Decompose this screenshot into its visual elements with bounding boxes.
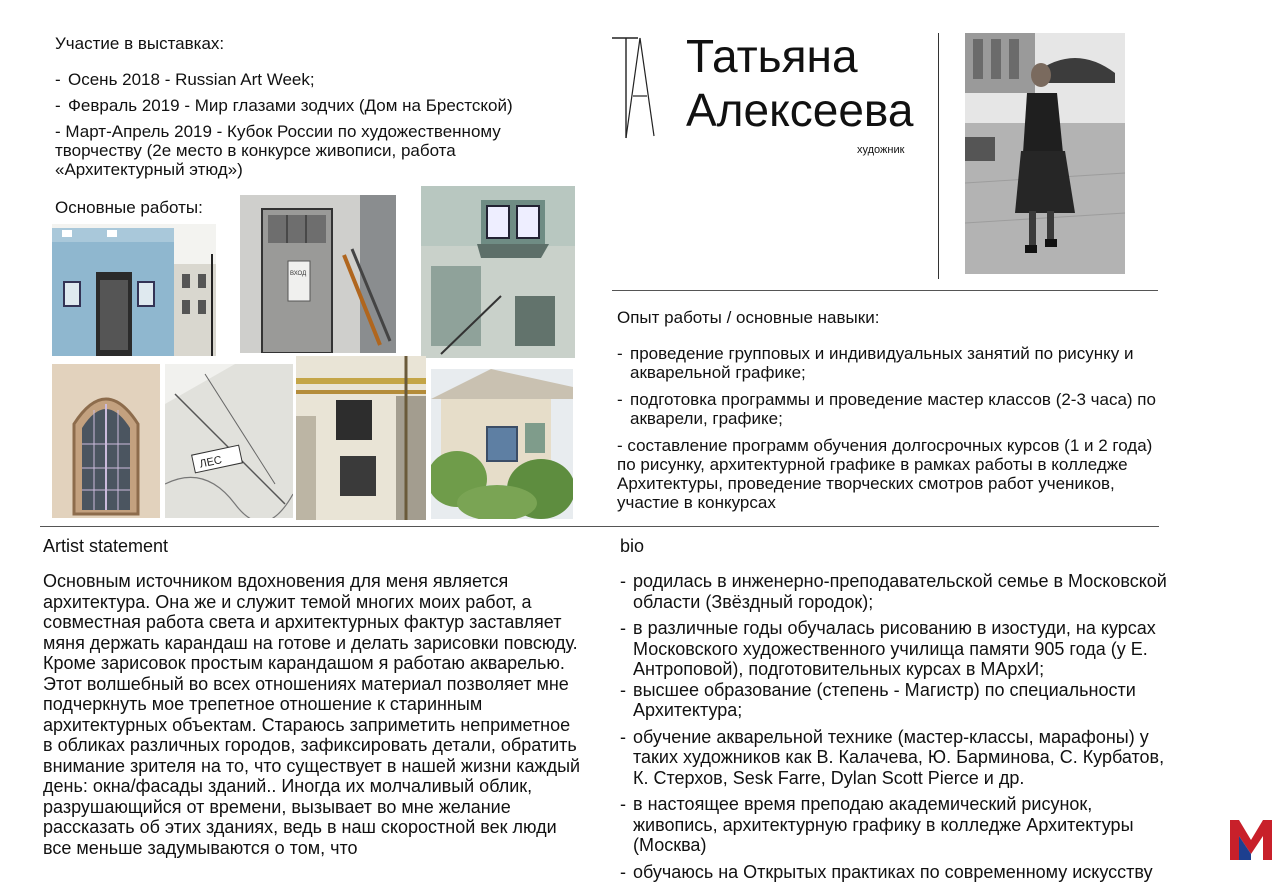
artwork-balcony-watercolor	[421, 186, 575, 358]
artwork-house-trees	[431, 369, 573, 519]
artist-role: художник	[857, 144, 905, 156]
corner-m-logo	[1226, 816, 1276, 862]
artwork-blue-facade	[52, 224, 216, 356]
statement-title: Artist statement	[43, 536, 169, 556]
artist-first-name: Татьяна	[686, 30, 858, 82]
artist-last-name: Алексеева	[686, 84, 914, 136]
bio-title: bio	[620, 536, 645, 556]
artwork-street-sketch	[165, 364, 293, 518]
artwork-arched-window	[52, 364, 160, 518]
bio-list	[620, 571, 1168, 888]
header-divider	[938, 33, 939, 279]
works-title: Основные работы:	[55, 198, 203, 217]
artwork-note-text: ВХОД	[290, 271, 307, 277]
exhibitions-list	[55, 70, 565, 186]
experience-item: - подготовка программы и проведение мастер классов (2-3 часа) по акварели, графике;	[617, 390, 1156, 428]
bio-item: - обучение акварельной технике (мастер-классы, марафоны) у таких художников как В. Калачева, Ю. Барминова, С. Курбатов, К. Стерхов, Sesk Farre, Dylan Scott Pierce и др.	[620, 726, 1165, 788]
experience-title: Опыт работы / основные навыки:	[617, 308, 880, 327]
experience-list	[617, 344, 1157, 520]
statement-text: Основным источником вдохновения для меня является архитектура. Она же и служит темой многих моих работ, а совместная работа света и архитектурных фактур заставляет мяня держать карандаш на готове и делать зарисовки повсюду. Кроме зарисовок простым карандашом я работаю акварелью. Этот волшебный во всех отношениях материал позволяет мне подчеркнуть мое трепетное отношение к старинным архитектурных объектам. Стараюсь заприметить неприметное в обликах различных городов, зафиксировать детали, обратить внимание зрителя на то, что существует в нашей жизни каждый день: окна/фасады зданий.. Иногда их молчаливый облик, разрушающийся от времени, вызывает во мне желание рассказать об этих зданиях, ведь в наш скоростной век люди все меньше задумываются о том, что	[43, 571, 581, 858]
artist-photo	[965, 33, 1125, 274]
section-divider	[612, 290, 1158, 291]
m-logo-icon	[1226, 816, 1276, 862]
experience-item: - составление программ обучения долгосрочных курсов (1 и 2 года) по рисунку, архитектурной графике в рамках работы в колледже Архитектуры, проведение творческих смотров работ учеников, участие в конкурсах	[617, 436, 1153, 512]
monogram-logo	[612, 36, 656, 140]
bio-item: - в настоящее время преподаю академический рисунок, живопись, архитектурную графику в колледже Архитектуры (Москва)	[620, 794, 1134, 855]
exhibition-item: - Осень 2018 - Russian Art Week;	[55, 70, 315, 89]
bio-item: - в различные годы обучалась рисованию в изостуди, на курсах Московского художественного училища памяти 905 года (у Е. Антроповой), подготовительных курсах в МАрхИ;	[620, 618, 1156, 679]
bio-item: - высшее образование (степень - Магистр) по специальности Архитектура;	[620, 679, 1136, 720]
experience-item: - проведение групповых и индивидуальных занятий по рисунку и акварельной графике;	[617, 344, 1134, 382]
exhibitions-title: Участие в выставках:	[55, 34, 225, 53]
exhibition-item: - Февраль 2019 - Мир глазами зодчих (Дом на Брестской)	[55, 96, 513, 115]
artwork-old-window	[296, 356, 426, 520]
artwork-door-sketch	[240, 195, 396, 353]
bio-item: - родилась в инженерно-преподавательской семье в Московской области (Звёздный городок);	[620, 571, 1167, 612]
exhibition-item: - Март-Апрель 2019 - Кубок России по художественному творчеству (2е место в конкурсе живописи, работа «Архитектурный этюд»)	[55, 122, 501, 179]
bio-item: - обучаюсь на Открытых практиках по современному искусству	[620, 861, 1153, 882]
section-divider	[40, 526, 1159, 527]
artwork-sign-text: ЛЕС	[198, 454, 224, 471]
